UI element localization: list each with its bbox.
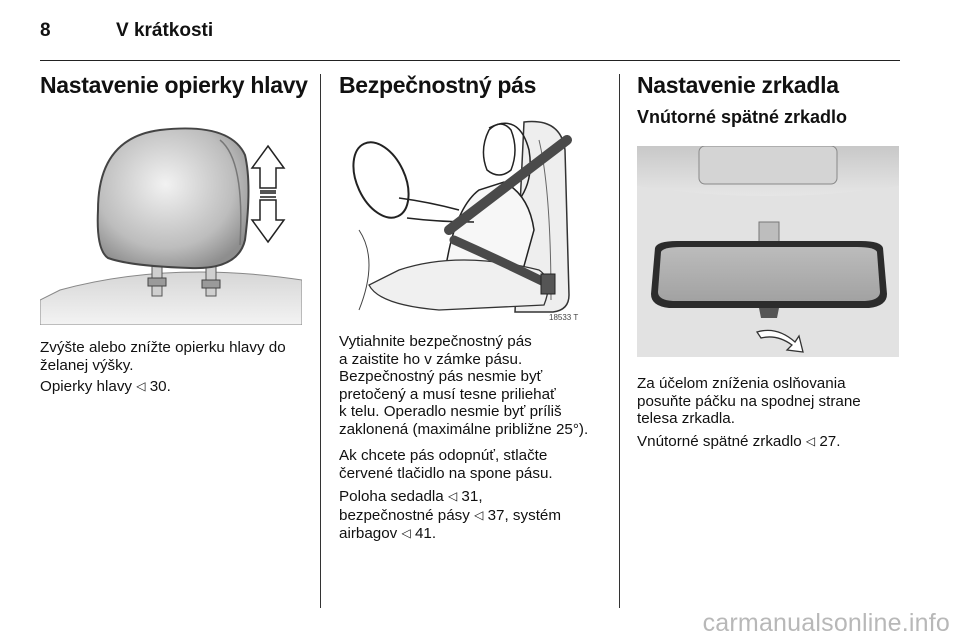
- reference-page[interactable]: 27.: [819, 433, 841, 450]
- reference-page[interactable]: 37, systém: [487, 506, 562, 524]
- reference-text: airbagov: [339, 525, 398, 542]
- reference-arrow-icon: ◁: [136, 379, 146, 393]
- head-restraint-reference: [40, 378, 315, 397]
- reference-page[interactable]: 30.: [149, 378, 171, 395]
- seat-belt-release: Ak chcete pás odopnúť, stlačte červené tlačidlo na spone pásu.: [339, 447, 553, 482]
- head-restraint-figure: [40, 110, 302, 325]
- header-rule: [40, 60, 900, 61]
- mirror-figure: [637, 146, 899, 357]
- column-divider-2: [619, 74, 620, 608]
- seat-belt-references: [339, 488, 614, 544]
- reference-text: Opierky hlavy: [40, 378, 133, 395]
- chapter-title: V krátkosti: [116, 20, 214, 41]
- column-divider-1: [320, 74, 321, 608]
- section-seat-belt: [339, 72, 609, 99]
- page-number: 8: [40, 20, 51, 41]
- reference-arrow-icon: ◁: [474, 507, 484, 522]
- reference-page[interactable]: 31,: [461, 488, 483, 505]
- mirror-instruction: Za účelom zníženia oslňovania posuňte páčku na spodnej strane telesa zrkadla.: [637, 375, 861, 427]
- reference-arrow-icon: ◁: [805, 434, 816, 448]
- page-header: [40, 16, 900, 46]
- reference-text: Poloha sedadla: [339, 488, 444, 505]
- figure-code: 18533 T: [549, 313, 579, 322]
- reference-arrow-icon: ◁: [401, 526, 411, 540]
- section-subtitle: Vnútorné spätné zrkadlo: [637, 107, 848, 127]
- reference-text: bezpečnostné pásy: [339, 506, 470, 524]
- section-head-restraint: [40, 72, 310, 99]
- seat-belt-instruction: Vytiahnite bezpečnostný pás a zaistite ho v zámke pásu. Bezpečnostný pás nesmie byť pretočený a musí tesne priliehať k telu. Operadlo nesmie byť príliš zaklonená (maximálne približne 25°).: [339, 333, 589, 438]
- section-title: Nastavenie zrkadla: [637, 72, 839, 98]
- reference-arrow-icon: ◁: [447, 489, 458, 503]
- seat-belt-figure: [339, 110, 603, 325]
- watermark: carmanualsonline.info: [702, 609, 950, 637]
- section-mirror: [637, 72, 907, 128]
- reference-page[interactable]: 41.: [414, 525, 437, 542]
- mirror-reference: [637, 433, 912, 452]
- reference-text: Vnútorné spätné zrkadlo: [637, 433, 802, 450]
- section-title: Bezpečnostný pás: [339, 72, 537, 98]
- head-restraint-instruction: Zvýšte alebo znížte opierku hlavy do želanej výšky.: [40, 339, 286, 374]
- section-title: Nastavenie opierky hlavy: [40, 72, 308, 98]
